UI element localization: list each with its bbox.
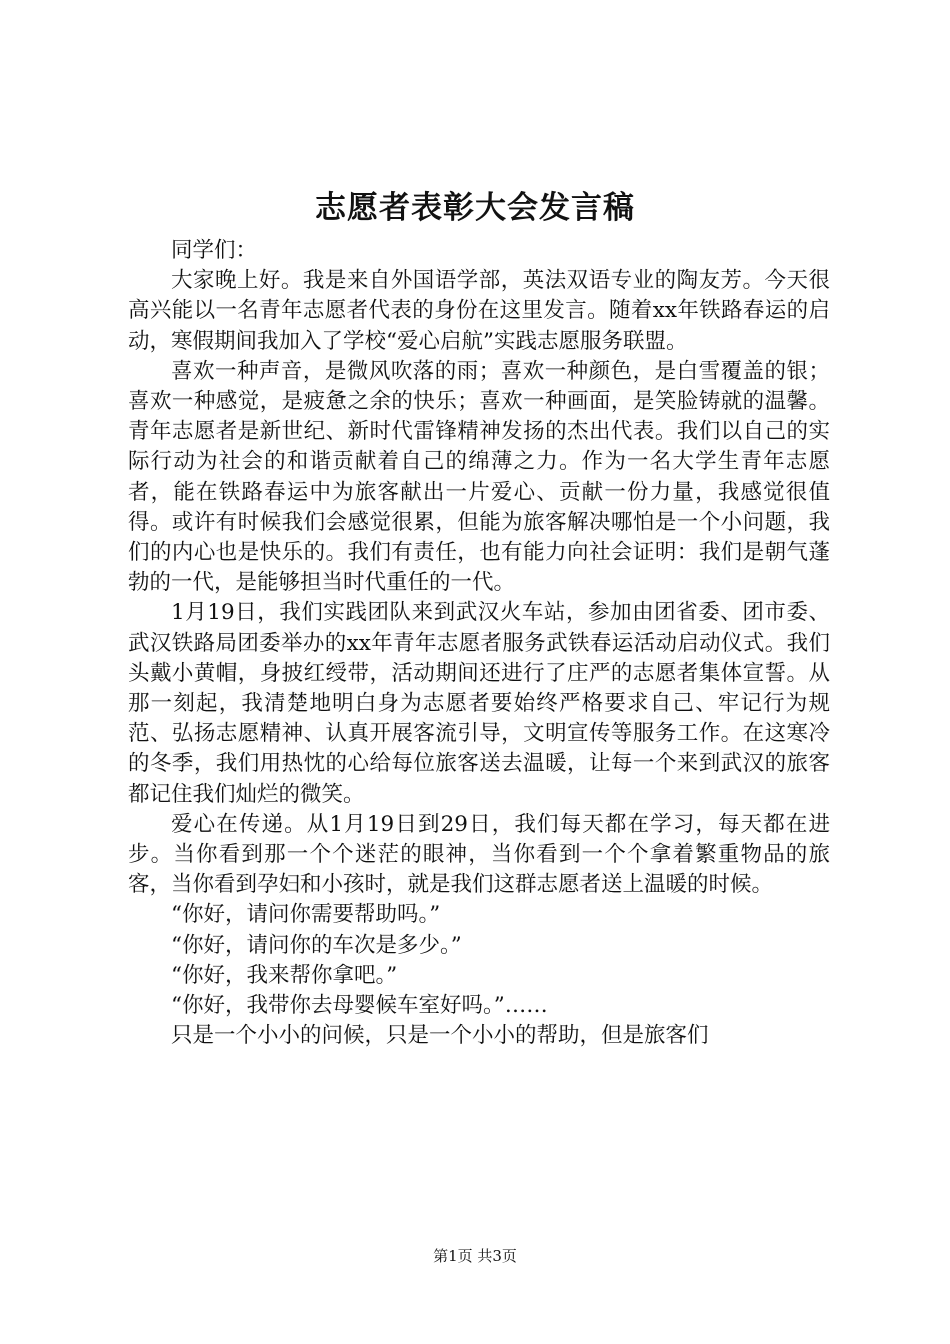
document-title: 志愿者表彰大会发言稿	[315, 190, 635, 226]
paragraph-quote-3: “你好，我来帮你拿吧。”	[171, 962, 398, 988]
paragraph-quote-4: “你好，我带你去母婴候车室好吗。”……	[171, 993, 548, 1019]
paragraph-introduction: 大家晚上好。我是来自外国语学部，英法双语专业的陶友芳。今天很高兴能以一名青年志愿者代表的身份在这里发言。随着xx年铁路春运的启动，寒假期间我加入了学校“爱心启航”实践志愿服务联盟。	[128, 268, 830, 354]
paragraph-closing-fragment: 只是一个小小的问候，只是一个小小的帮助，但是旅客们	[171, 1023, 709, 1049]
document-body	[128, 236, 830, 1051]
paragraph-volunteer-spirit: 喜欢一种声音，是微风吹落的雨；喜欢一种颜色，是白雪覆盖的银；喜欢一种感觉，是疲惫之余的快乐；喜欢一种画面，是笑脸铸就的温馨。青年志愿者是新世纪、新时代雷锋精神发扬的杰出代表。我们以自己的实际行动为社会的和谐贡献着自己的绵薄之力。作为一名大学生青年志愿者，能在铁路春运中为旅客献出一片爱心、贡献一份力量，我感觉很值得。或许有时候我们会感觉很累，但能为旅客解决哪怕是一个小问题，我们的内心也是快乐的。我们有责任，也有能力向社会证明：我们是朝气蓬勃的一代，是能够担当时代重任的一代。	[128, 358, 830, 596]
paragraph-launch-ceremony: 1月19日，我们实践团队来到武汉火车站，参加由团省委、团市委、武汉铁路局团委举办的xx年青年志愿者服务武铁春运活动启动仪式。我们头戴小黄帽，身披红绶带，活动期间还进行了庄严的志愿者集体宣誓。从那一刻起，我清楚地明白身为志愿者要始终严格要求自己、牢记行为规范、弘扬志愿精神、认真开展客流引导，文明宣传等服务工作。在这寒冷的冬季，我们用热忱的心给每位旅客送去温暖，让每一个来到武汉的旅客都记住我们灿烂的微笑。	[128, 600, 830, 807]
paragraph-salutation: 同学们：	[171, 238, 258, 263]
paragraph-quote-1: “你好，请问你需要帮助吗。”	[171, 902, 441, 928]
page-footer: 第1页 共3页	[433, 1247, 517, 1265]
paragraph-quote-2: “你好，请问你的车次是多少。”	[171, 932, 462, 958]
paragraph-passing-love: 爱心在传递。从1月19日到29日，我们每天都在学习，每天都在进步。当你看到那一个个迷茫的眼神，当你看到一个个拿着繁重物品的旅客，当你看到孕妇和小孩时，就是我们这群志愿者送上温暖的时候。	[128, 811, 830, 898]
